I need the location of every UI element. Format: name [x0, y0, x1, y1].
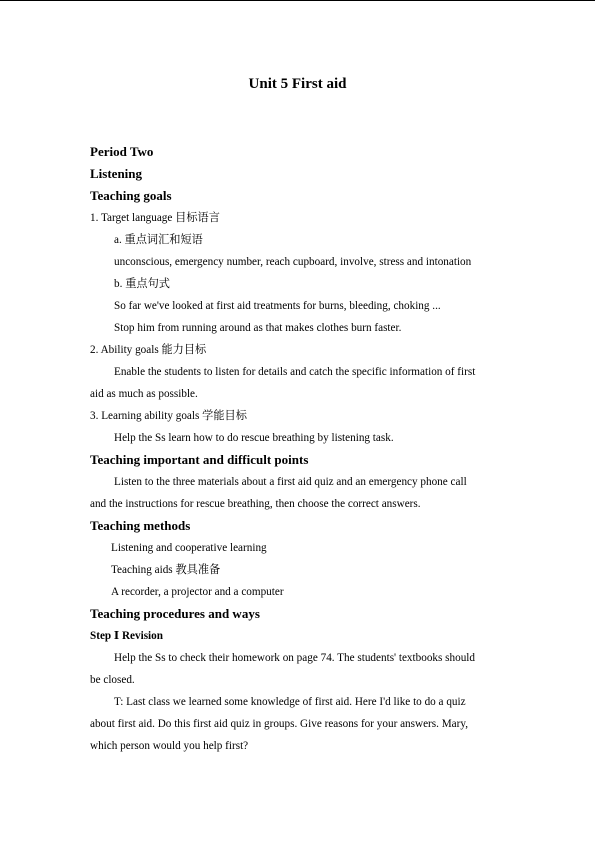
goal1-b-sentence2: Stop him from running around as that makes clothes burn faster.	[114, 322, 402, 334]
step1-paragraph1-line1: Help the Ss to check their homework on page 74. The students' textbooks should	[114, 652, 475, 664]
teaching-aids-content: A recorder, a projector and a computer	[111, 586, 284, 598]
goal1-b-label: b. 重点句式	[114, 278, 170, 290]
teaching-methods-content: Listening and cooperative learning	[111, 542, 267, 554]
step1-heading: Step Ⅰ Revision	[90, 630, 163, 642]
teaching-goals-heading: Teaching goals	[90, 188, 172, 203]
goal3-content: Help the Ss learn how to do rescue breathing by listening task.	[114, 432, 394, 444]
step1-paragraph2-line1: T: Last class we learned some knowledge of first aid. Here I'd like to do a quiz	[114, 696, 466, 708]
step1-paragraph1-line2: be closed.	[90, 674, 135, 686]
teaching-methods-heading: Teaching methods	[90, 518, 191, 533]
top-rule	[0, 0, 595, 1]
goal3-heading: 3. Learning ability goals 学能目标	[90, 410, 247, 422]
goal2-heading: 2. Ability goals 能力目标	[90, 344, 207, 356]
period-heading: Period Two	[90, 144, 154, 159]
procedures-heading: Teaching procedures and ways	[90, 606, 260, 621]
goal1-a-label: a. 重点词汇和短语	[114, 234, 203, 246]
important-points-heading: Teaching important and difficult points	[90, 452, 309, 467]
goal1-a-content: unconscious, emergency number, reach cupboard, involve, stress and intonation	[114, 256, 472, 268]
goal2-line1: Enable the students to listen for details and catch the specific information of first	[114, 366, 476, 378]
goal1-b-sentence1: So far we've looked at first aid treatments for burns, bleeding, choking ...	[114, 300, 441, 312]
important-points-line1: Listen to the three materials about a first aid quiz and an emergency phone call	[114, 476, 467, 488]
step1-paragraph2-line3: which person would you help first?	[90, 740, 249, 752]
teaching-aids-heading: Teaching aids 教具准备	[111, 564, 221, 576]
document-title: Unit 5 First aid	[248, 76, 347, 92]
important-points-line2: and the instructions for rescue breathing, then choose the correct answers.	[90, 498, 421, 510]
step1-paragraph2-line2: about first aid. Do this first aid quiz in groups. Give reasons for your answers. Mary,	[90, 718, 469, 730]
section-heading: Listening	[90, 166, 143, 181]
goal2-line2: aid as much as possible.	[90, 388, 198, 400]
goal1-heading: 1. Target language 目标语言	[90, 212, 220, 224]
